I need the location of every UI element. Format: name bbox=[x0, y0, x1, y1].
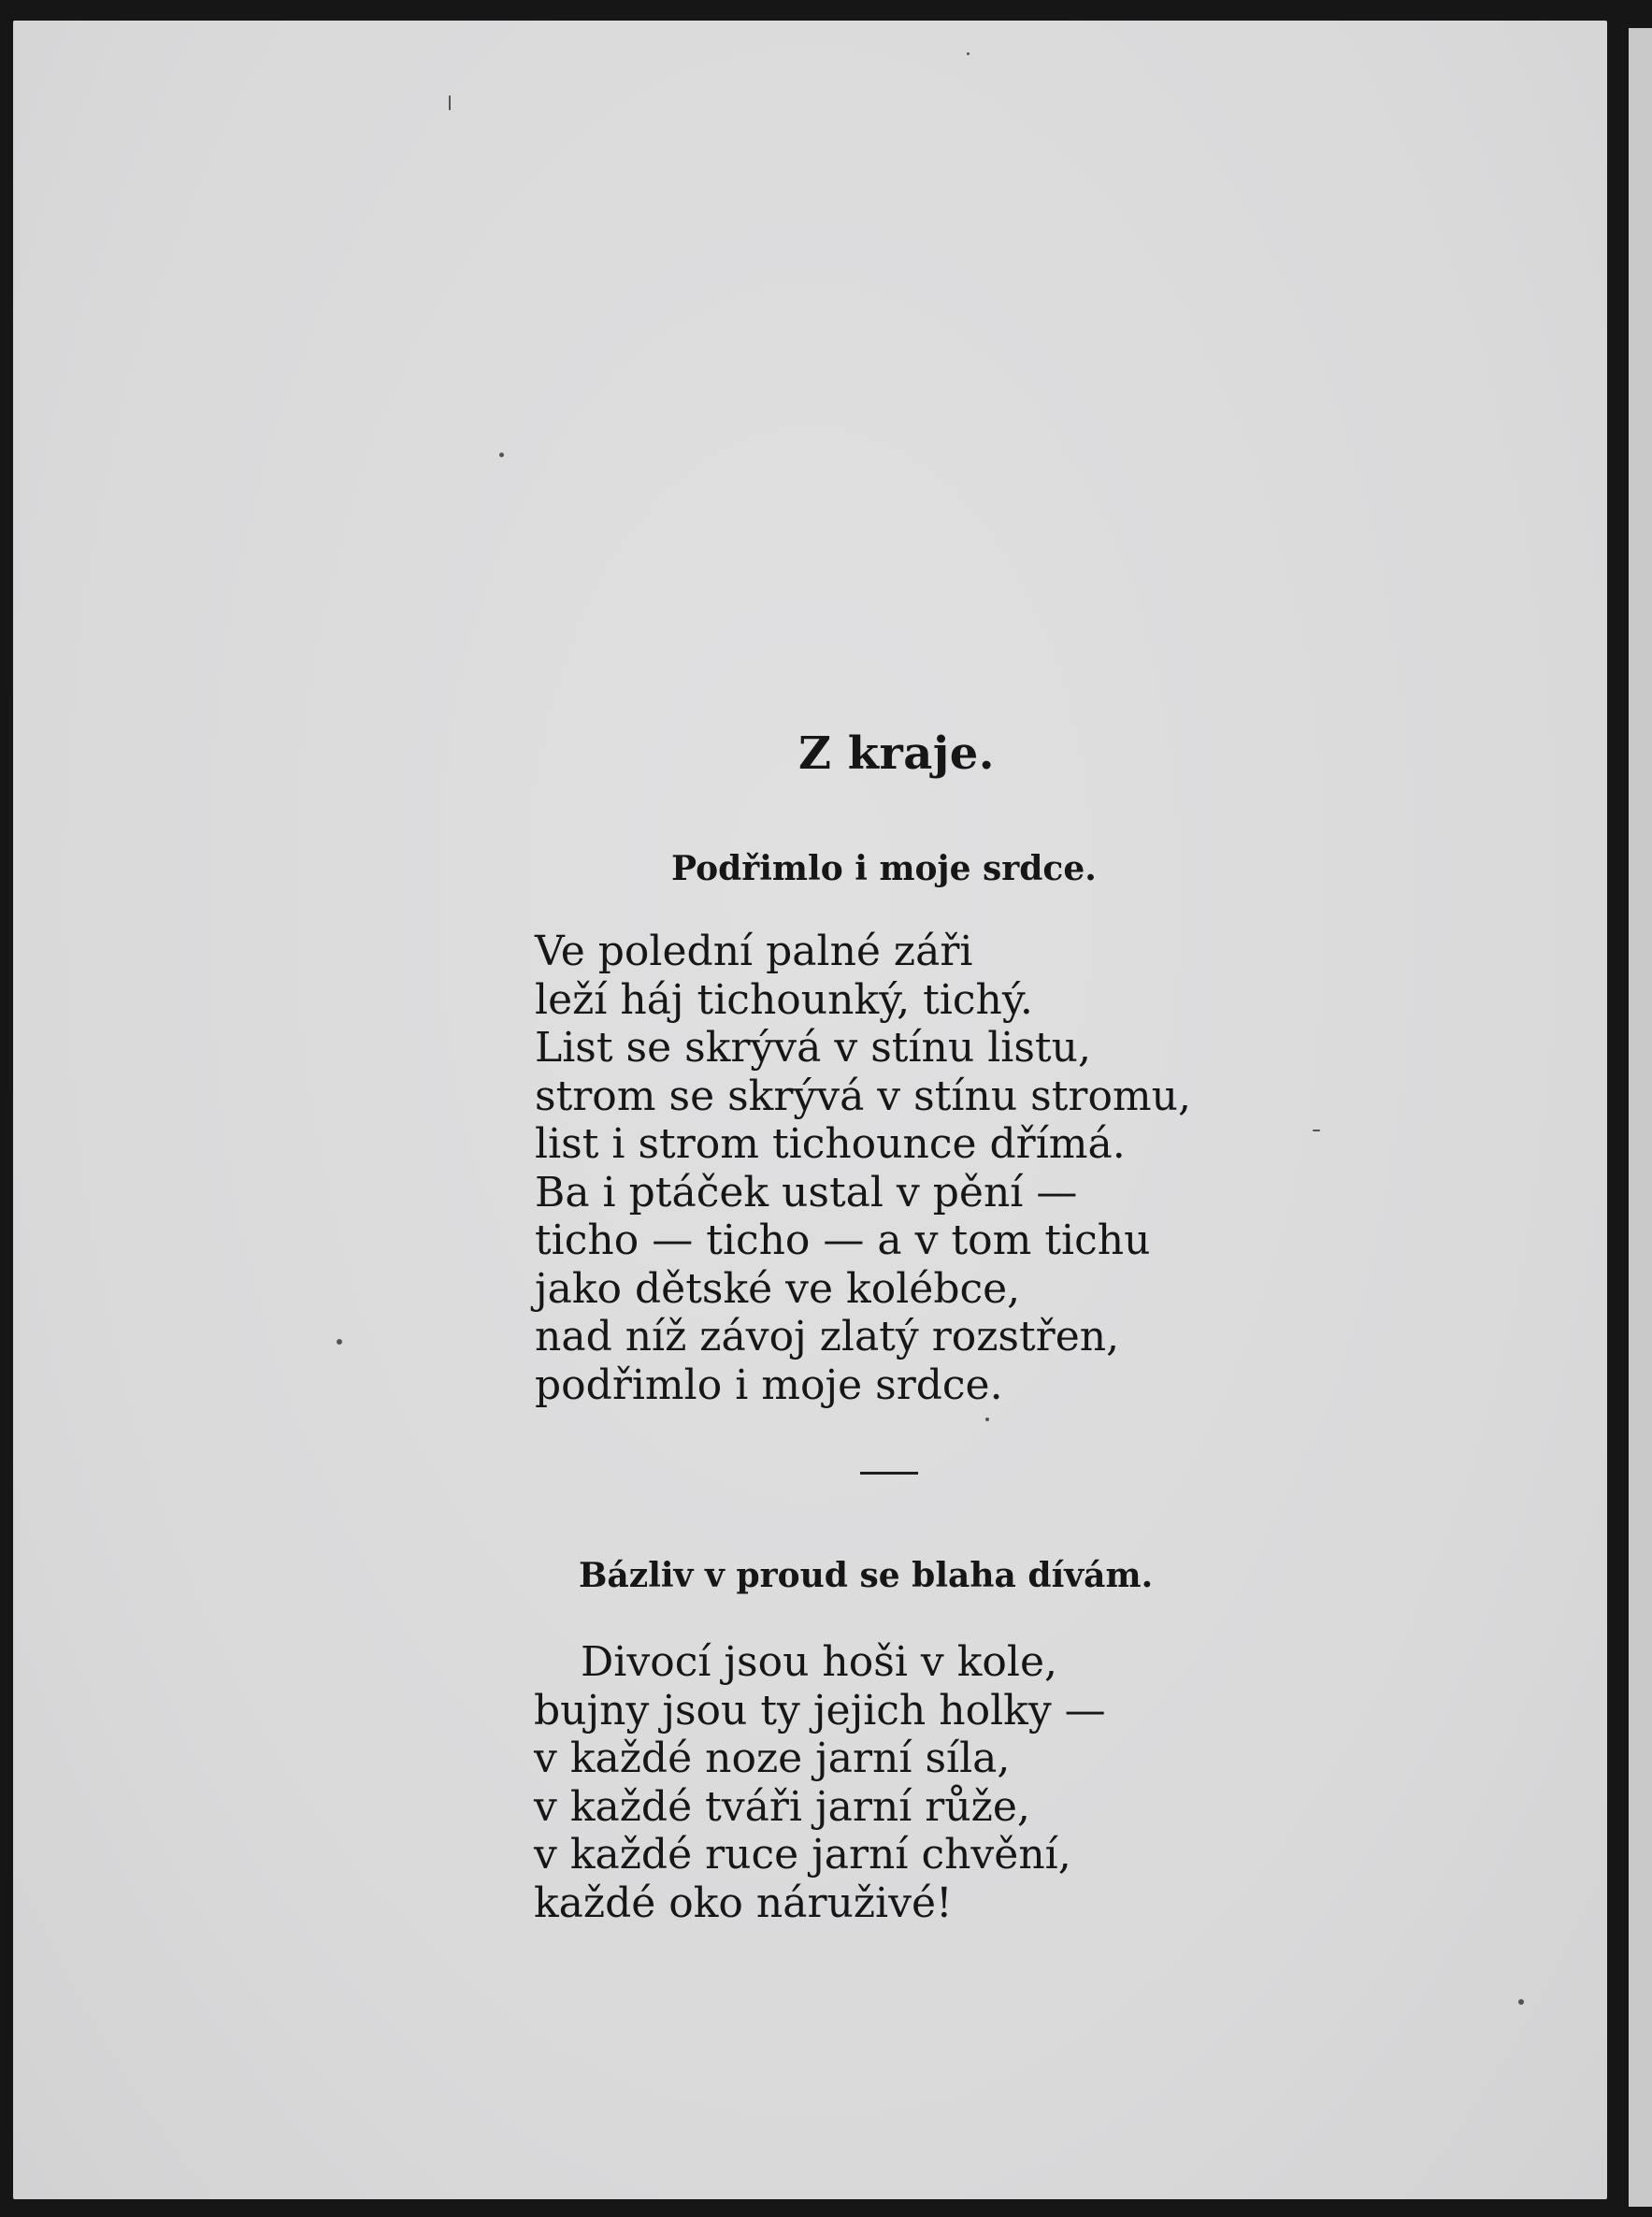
poem-line: každé oko náruživé! bbox=[534, 1879, 953, 1927]
poem-line: bujny jsou ty jejich holky — bbox=[534, 1686, 1106, 1735]
poem-line: podřimlo i moje srdce. bbox=[535, 1360, 1003, 1409]
dust-speck bbox=[449, 95, 451, 110]
dust-speck bbox=[1313, 1130, 1320, 1131]
page-title: Z kraje. bbox=[797, 727, 995, 780]
dust-speck bbox=[1518, 1999, 1524, 2005]
poem-text-block bbox=[13, 21, 1607, 2199]
poem-line: Ve polední palné záři bbox=[535, 928, 973, 975]
poem-line: ticho — ticho — a v tom tichu bbox=[535, 1216, 1151, 1264]
poem-line: v každé ruce jarní chvění, bbox=[534, 1831, 1071, 1879]
poem-line: list i strom tichounce dřímá. bbox=[535, 1120, 1126, 1168]
dust-speck bbox=[985, 1418, 989, 1421]
section-heading-2: Bázliv v proud se blaha dívám. bbox=[579, 1556, 1154, 1595]
dust-speck bbox=[499, 453, 504, 457]
poem-line: nad níž závoj zlatý rozstřen, bbox=[535, 1313, 1120, 1360]
dust-speck bbox=[337, 1339, 342, 1345]
stanza-2 bbox=[534, 1638, 1106, 1927]
poem-line: leží háj tichounký, tichý. bbox=[535, 975, 1033, 1024]
section-heading-1: Podřimlo i moje srdce. bbox=[671, 849, 1097, 888]
poem-line: v každé noze jarní síla, bbox=[534, 1735, 1011, 1782]
poem-line: List se skrývá v stínu listu, bbox=[535, 1024, 1091, 1072]
poem-line: strom se skrývá v stínu stromu, bbox=[535, 1072, 1191, 1120]
poem-line: jako dětské ve kolébce, bbox=[535, 1264, 1021, 1313]
section-separator bbox=[860, 1472, 918, 1475]
poem-line: v každé tváři jarní růže, bbox=[534, 1782, 1030, 1831]
dust-speck bbox=[967, 52, 970, 55]
next-page-edge bbox=[1629, 28, 1652, 2207]
book-page bbox=[13, 21, 1607, 2199]
stanza-1 bbox=[535, 928, 1191, 1409]
poem-line: Ba i ptáček ustal v pění — bbox=[535, 1168, 1078, 1216]
poem-line: Divocí jsou hoši v kole, bbox=[581, 1638, 1057, 1686]
